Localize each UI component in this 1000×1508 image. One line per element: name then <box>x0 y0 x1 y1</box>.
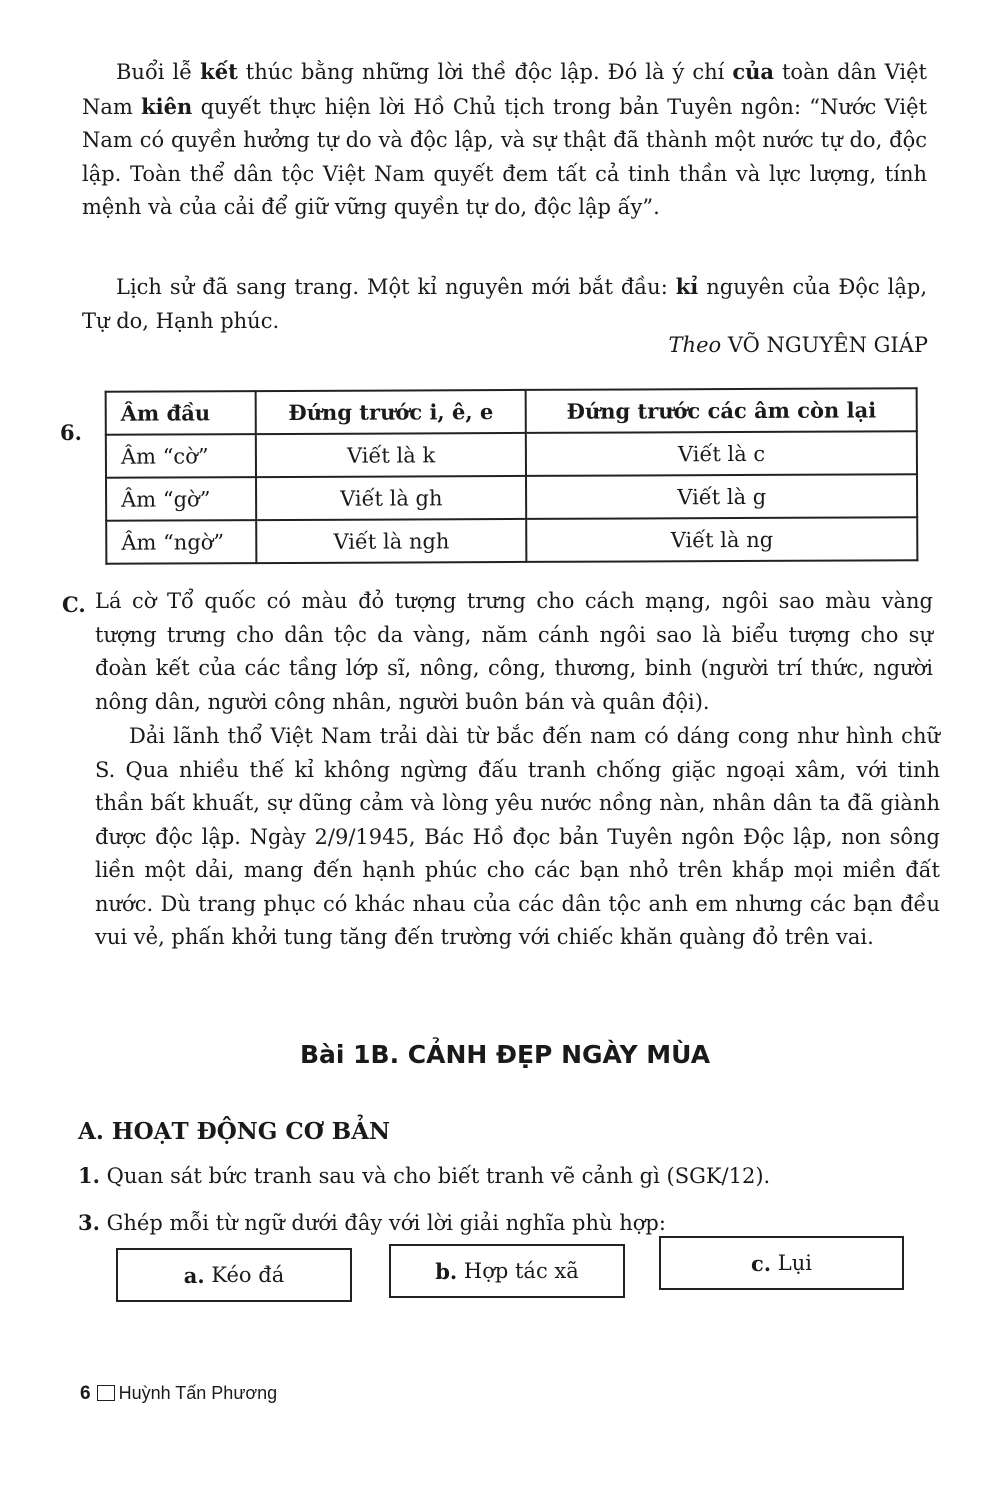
box-word: Kéo đá <box>211 1263 285 1287</box>
column-header: Âm đầu <box>106 391 256 435</box>
word-box-b <box>389 1244 625 1298</box>
text: Buổi lễ <box>116 60 201 84</box>
table-cell: Âm “cờ” <box>106 434 256 478</box>
table-cell: Viết là c <box>526 431 917 476</box>
passage-paragraph-1 <box>82 55 927 225</box>
question-number: 1. <box>78 1163 100 1188</box>
table-cell: Viết là gh <box>256 476 526 520</box>
table-header-row <box>106 388 917 435</box>
page-footer <box>80 1383 277 1405</box>
text: thúc bằng những lời thề độc lập. Đó là ý chí <box>237 60 733 84</box>
section-c-label: C. <box>62 592 86 617</box>
word-box-c <box>659 1236 904 1290</box>
column-header: Đứng trước i, ê, e <box>256 390 526 434</box>
section-c-paragraph-1: Lá cờ Tổ quốc có màu đỏ tượng trưng cho cách mạng, ngôi sao màu vàng tượng trưng cho dân tộc da vàng, năm cánh ngôi sao là biểu tượng cho sự đoàn kết của các tầng lớp sĩ, nông, công, thương, binh (người trí thức, người nông dân, người công nhân, người buôn bán và quân đội). <box>95 589 933 714</box>
bold-word: kiên <box>141 93 193 119</box>
table-row <box>106 517 917 564</box>
section-c-paragraph-2: Dải lãnh thổ Việt Nam trải dài từ bắc đến nam có dáng cong như hình chữ S. Qua nhiều thế kỉ không ngừng đấu tranh chống giặc ngoại xâm, với tinh thần bất khuất, sự dũng cảm và lòng yêu nước nồng nàn, nhân dân ta đã giành được độc lập. Ngày 2/9/1945, Bác Hồ đọc bản Tuyên ngôn Độc lập, non sông liền một dải, mang đến hạnh phúc cho các bạn nhỏ trên khắp mọi miền đất nước. Dù trang phục có khác nhau của các dân tộc anh em nhưng các bạn đều vui vẻ, phấn khởi tung tăng đến trường với chiếc khăn quàng đỏ trên vai. <box>95 724 940 949</box>
spelling-table <box>105 387 919 565</box>
box-key: b. <box>435 1258 458 1284</box>
question-text: Ghép mỗi từ ngữ dưới đây với lời giải nghĩa phù hợp: <box>106 1211 666 1235</box>
text: nguyên của Độc lập, Tự do, Hạnh phúc. <box>82 275 927 333</box>
word-box-a <box>116 1248 352 1302</box>
box-word: Hợp tác xã <box>463 1259 579 1283</box>
box-key: a. <box>183 1262 205 1288</box>
exercise-number: 6. <box>60 420 82 445</box>
table-row <box>106 431 917 478</box>
book-icon <box>97 1385 115 1401</box>
table-cell: Viết là k <box>256 433 526 477</box>
box-key: c. <box>751 1250 772 1276</box>
bold-word: của <box>732 59 774 84</box>
text: toàn dân Việt Nam <box>82 60 927 119</box>
question-text: Quan sát bức tranh sau và cho biết tranh vẽ cảnh gì (SGK/12). <box>106 1164 771 1188</box>
author-name: Huỳnh Tấn Phương <box>118 1383 278 1403</box>
text: Lịch sử đã sang trang. Một kỉ nguyên mới bắt đầu: <box>116 275 676 299</box>
text: quyết thực hiện lời Hồ Chủ tịch trong bản Tuyên ngôn: “Nước Việt Nam có quyền hưởng tự do và độc lập, và sự thật đã thành một nước tự do, độc lập. Toàn thể dân tộc Việt Nam quyết đem tất cả tinh thần và lực lượng, tính mệnh và của cải để giữ vững quyền tự do, độc lập ấy”. <box>82 94 928 219</box>
source-prefix: Theo <box>668 333 722 357</box>
page-number: 6 <box>80 1383 91 1404</box>
passage-source <box>669 333 928 357</box>
table-cell: Viết là g <box>526 474 917 519</box>
question-1 <box>78 1163 770 1188</box>
table-cell: Viết là ng <box>527 517 918 562</box>
question-3 <box>78 1210 666 1235</box>
box-word: Lụi <box>777 1251 812 1275</box>
source-author: VÕ NGUYÊN GIÁP <box>727 333 928 357</box>
lesson-title: Bài 1B. CẢNH ĐẸP NGÀY MÙA <box>299 1040 711 1069</box>
question-number: 3. <box>78 1210 100 1235</box>
bold-word: kỉ <box>675 274 699 299</box>
table-cell: Âm “gờ” <box>106 477 256 521</box>
table-cell: Viết là ngh <box>256 519 526 563</box>
table-cell: Âm “ngờ” <box>106 520 256 564</box>
bold-word: kết <box>200 59 238 84</box>
column-header: Đứng trước các âm còn lại <box>526 388 917 433</box>
section-a-heading: A. HOẠT ĐỘNG CƠ BẢN <box>78 1118 391 1145</box>
passage-paragraph-2 <box>82 270 927 338</box>
table-row <box>106 474 917 521</box>
